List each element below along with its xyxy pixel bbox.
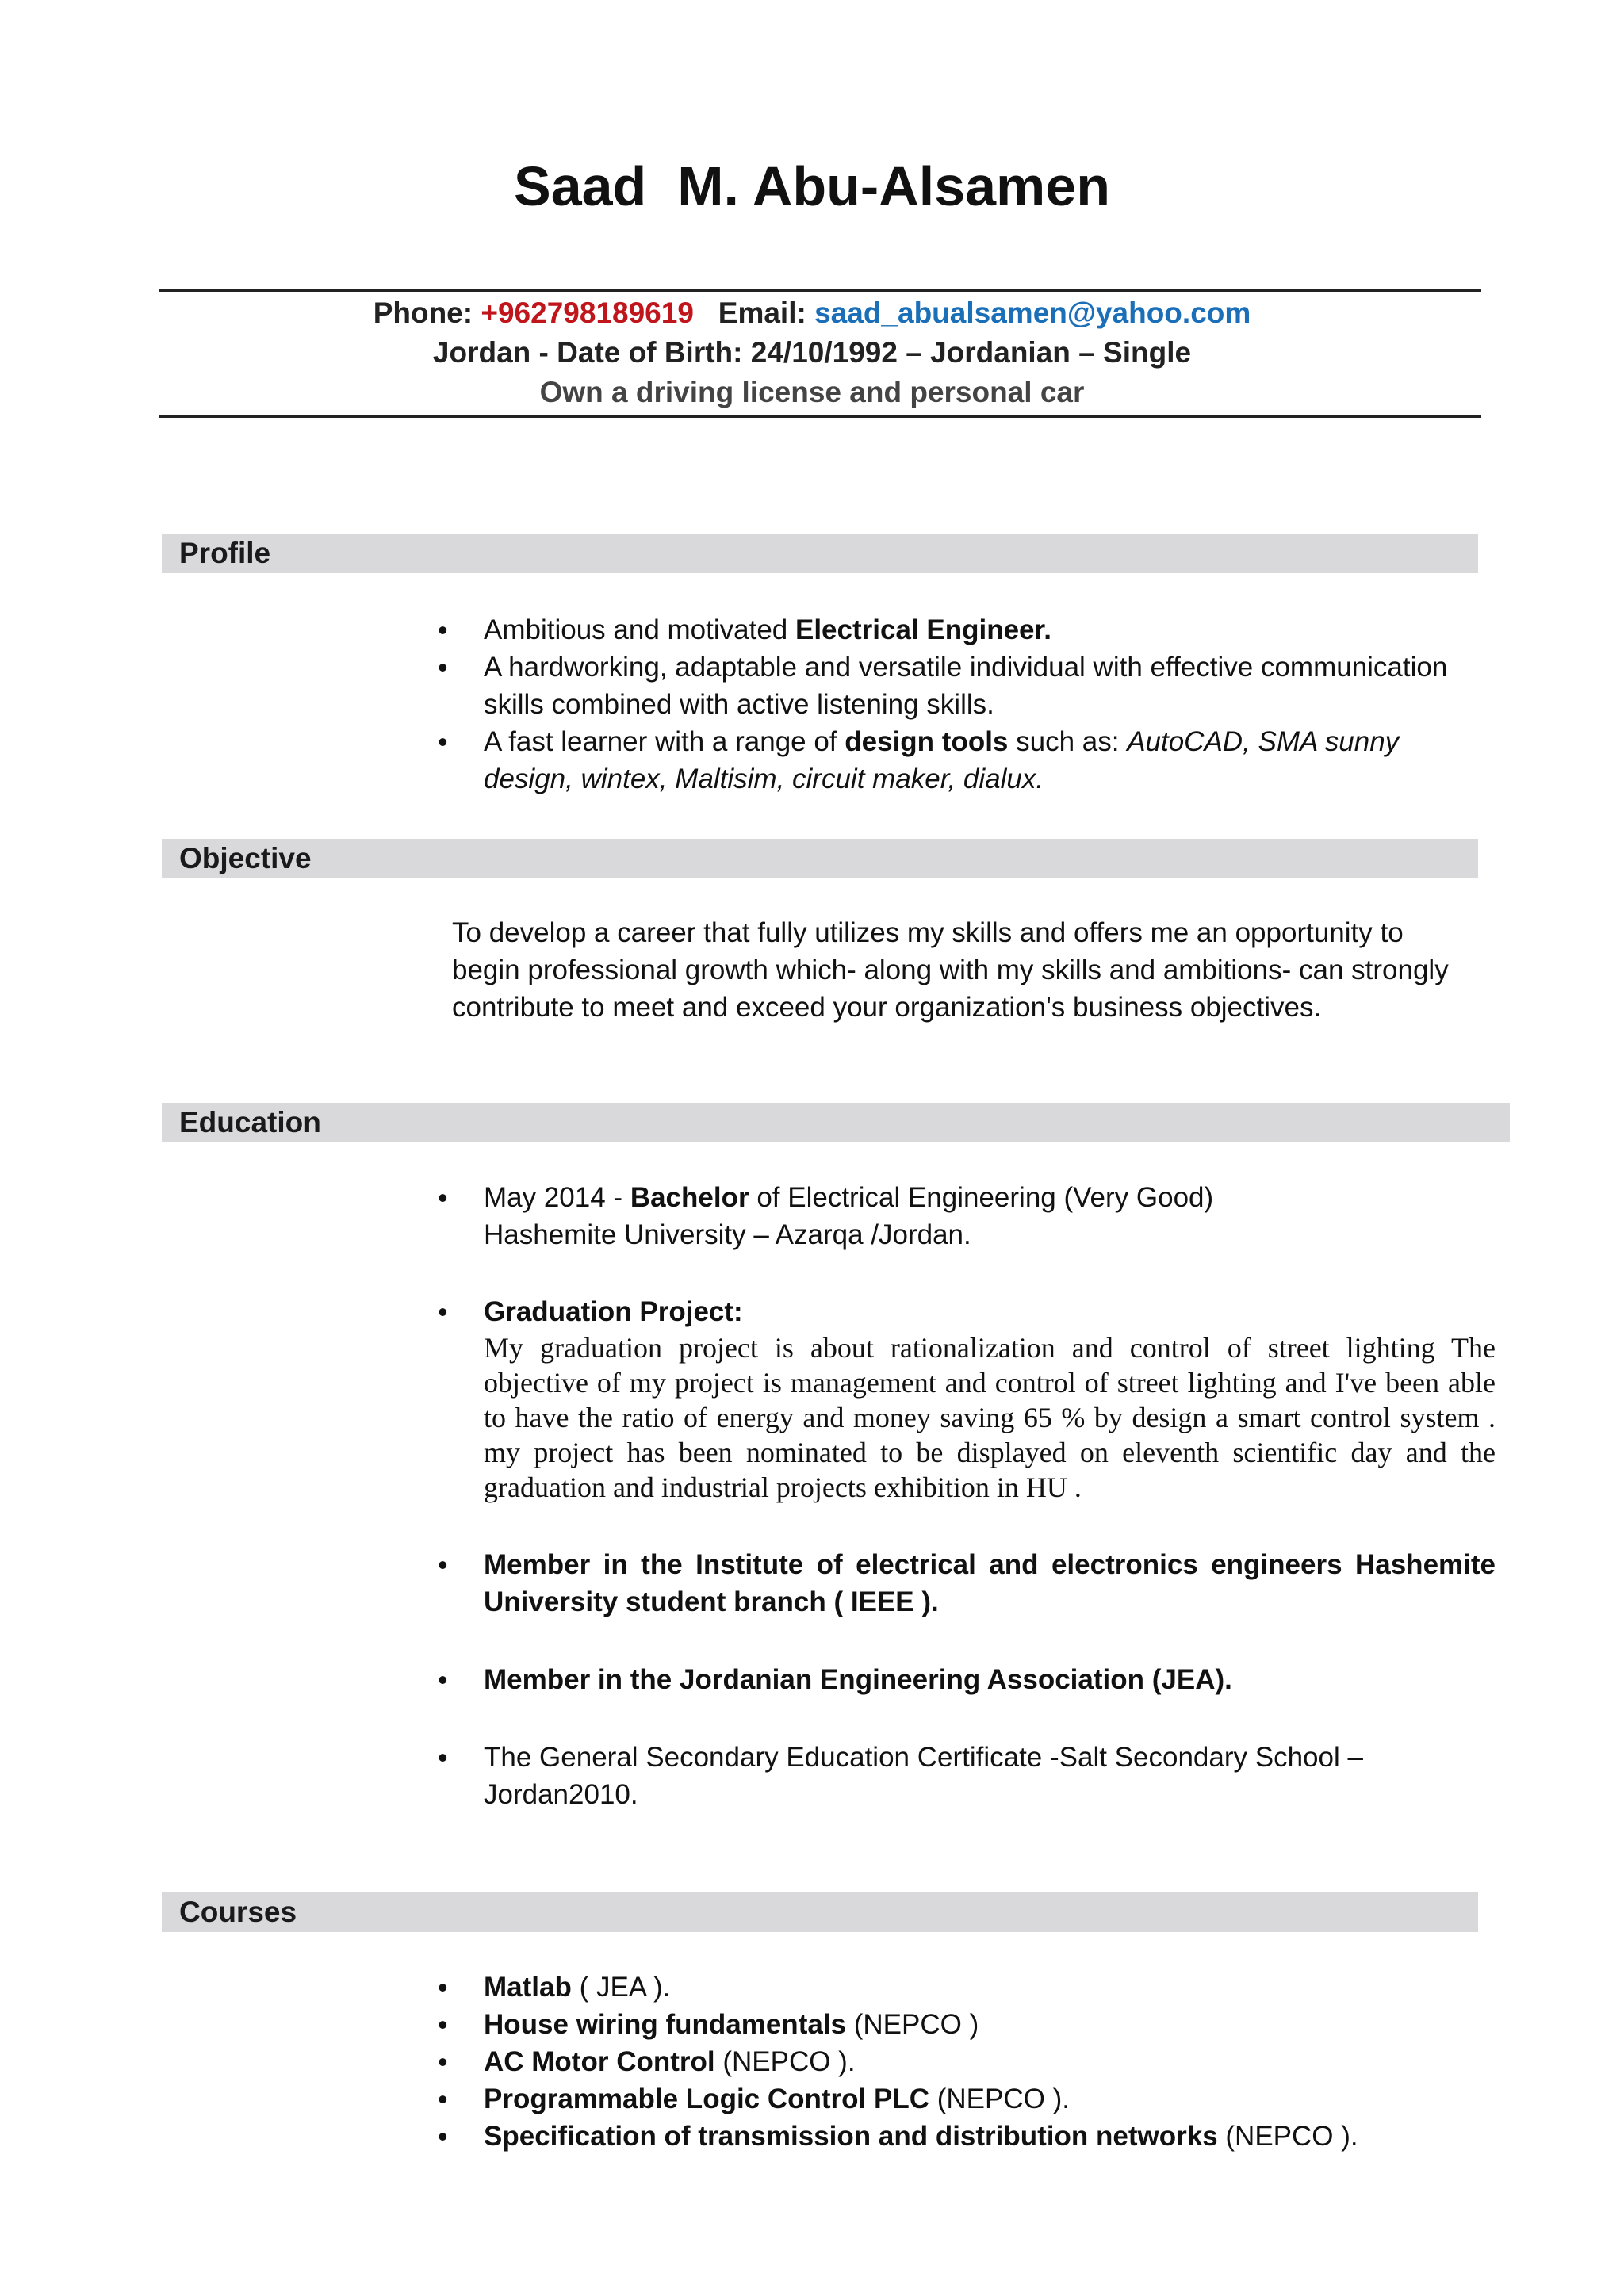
section-header-profile xyxy=(162,534,1478,573)
phone-number[interactable]: +962798189619 xyxy=(481,297,694,329)
list-item: • Member in the Institute of electrical and electronics engineers Hashemite University student branch ( IEEE ). xyxy=(436,1546,1496,1621)
list-item: • Matlab ( JEA ). xyxy=(436,1969,1499,2006)
email-link[interactable]: saad_abualsamen@yahoo.com xyxy=(814,297,1251,329)
section-title-objective: Objective xyxy=(179,842,312,874)
list-item: • AC Motor Control (NEPCO ). xyxy=(436,2043,1499,2080)
personal-info-line: Jordan - Date of Birth: 24/10/1992 – Jordanian – Single xyxy=(432,336,1192,369)
header-bottom-rule xyxy=(159,415,1481,418)
section-title-education: Education xyxy=(179,1106,321,1138)
header-top-rule xyxy=(159,289,1481,292)
contact-line xyxy=(0,297,1624,330)
objective-text: To develop a career that fully utilizes my skills and offers me an opportunity to begin professional growth which- along with my skills and ambitions- can strongly contribute to meet and exceed your organization's business objectives. xyxy=(452,917,1449,1023)
email-label: Email: xyxy=(718,297,806,329)
project-title: Graduation Project: xyxy=(484,1296,743,1327)
profile-list xyxy=(436,611,1480,798)
section-title-profile: Profile xyxy=(179,537,271,569)
list-item xyxy=(436,1293,1515,1505)
section-header-courses xyxy=(162,1892,1478,1932)
list-item: • Member in the Jordanian Engineering Association (JEA). xyxy=(436,1661,1515,1698)
list-item: • A fast learner with a range of design tools such as: AutoCAD, SMA sunny design, wintex, Maltisim, circuit maker, dialux. xyxy=(436,723,1480,798)
license-line: Own a driving license and personal car xyxy=(539,376,1085,408)
candidate-name: Saad M. Abu-Alsamen xyxy=(514,155,1110,217)
project-description: My graduation project is about rationalization and control of street lighting The objective of my project is management and control of street lighting and I've been able to have the ratio of energy and money saving 65 % by design a smart control system . my project has been nominated to be displayed on eleventh scientific day and the graduation and industrial projects exhibition in HU . xyxy=(484,1332,1496,1503)
section-title-courses: Courses xyxy=(179,1896,297,1928)
university-name: Hashemite University – Azarqa /Jordan. xyxy=(484,1219,971,1250)
section-header-education xyxy=(162,1103,1510,1142)
education-list xyxy=(436,1179,1515,1813)
list-item: • A hardworking, adaptable and versatile individual with effective communication skills combined with active listening skills. xyxy=(436,649,1480,723)
list-item: • Programmable Logic Control PLC (NEPCO ). xyxy=(436,2080,1499,2118)
list-item: • May 2014 - Bachelor of Electrical Engineering (Very Good) Hashemite University – Azarqa /Jordan. xyxy=(436,1179,1515,1253)
list-item: • Specification of transmission and distribution networks (NEPCO ). xyxy=(436,2118,1499,2155)
courses-list xyxy=(436,1969,1499,2155)
list-item: • The General Secondary Education Certificate -Salt Secondary School – Jordan2010. xyxy=(436,1739,1515,1813)
section-header-objective xyxy=(162,839,1478,878)
list-item: • House wiring fundamentals (NEPCO ) xyxy=(436,2006,1499,2043)
list-item: • Ambitious and motivated Electrical Engineer. xyxy=(436,611,1480,649)
phone-label: Phone: xyxy=(373,297,473,329)
